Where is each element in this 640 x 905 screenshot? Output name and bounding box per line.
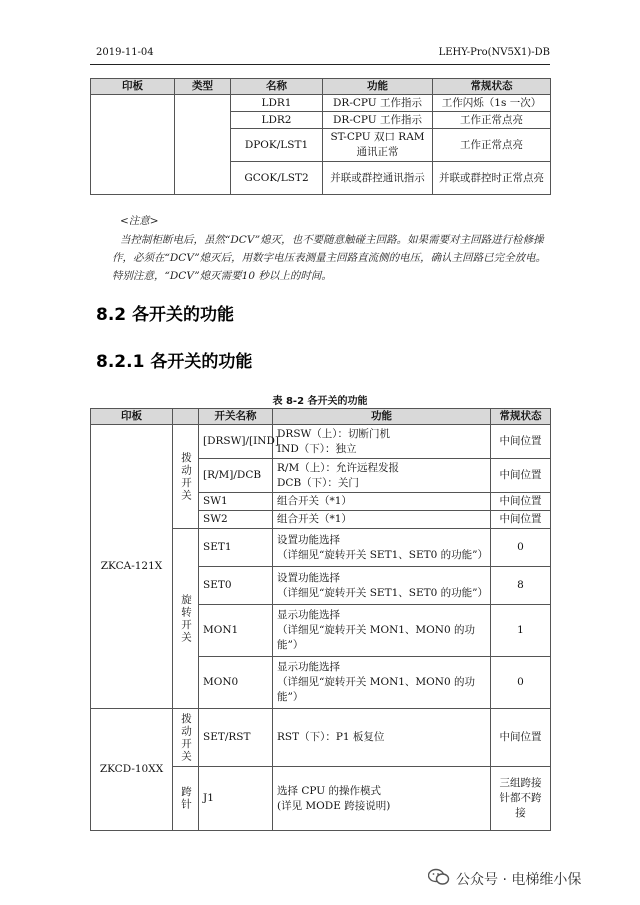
- name-cell: DPOK/LST1: [231, 129, 323, 162]
- function-cell: ST-CPU 双口 RAM 通讯正常: [323, 129, 433, 162]
- type-cell: 跨针: [173, 767, 199, 831]
- status-cell: 0: [491, 657, 551, 709]
- switch-name-cell: J1: [199, 767, 273, 831]
- col-switch-name: 开关名称: [199, 409, 273, 425]
- status-cell: 中间位置: [491, 425, 551, 459]
- function-cell: 设置功能选择 （详细见“旋转开关 SET1、SET0 的功能”）: [273, 567, 491, 605]
- name-cell: LDR1: [231, 95, 323, 112]
- status-cell: 工作闪烁（1s 一次）: [433, 95, 551, 112]
- status-cell: 并联或群控时正常点亮: [433, 162, 551, 195]
- function-cell: R/M（上）：允许远程发报 DCB（下）：关门: [273, 459, 491, 493]
- watermark: [428, 866, 628, 892]
- table-row: [91, 425, 551, 459]
- status-cell: 工作正常点亮: [433, 112, 551, 129]
- function-cell: 组合开关（*1）: [273, 511, 491, 529]
- switch-name-cell: SET0: [199, 567, 273, 605]
- function-cell: 选择 CPU 的操作模式 (详见 MODE 跨接说明): [273, 767, 491, 831]
- status-cell: 工作正常点亮: [433, 129, 551, 162]
- switch-table: [90, 408, 551, 831]
- board-cell: ZKCA-121X: [91, 425, 173, 709]
- function-cell: 显示功能选择 （详细见“旋转开关 MON1、MON0 的功能”）: [273, 605, 491, 657]
- watermark-text: 公众号 · 电梯维小保: [456, 872, 582, 888]
- col-function: 功能: [323, 79, 433, 95]
- col-board: 印板: [91, 409, 173, 425]
- function-cell: DR-CPU 工作指示: [323, 112, 433, 129]
- board-cell: ZKCD-10XX: [91, 709, 173, 831]
- switch-name-cell: SET/RST: [199, 709, 273, 767]
- function-cell: RST（下）：P1 板复位: [273, 709, 491, 767]
- indicator-table: [90, 78, 551, 195]
- function-cell: DR-CPU 工作指示: [323, 95, 433, 112]
- switch-name-cell: SW2: [199, 511, 273, 529]
- switch-name-cell: SET1: [199, 529, 273, 567]
- col-status: 常规状态: [491, 409, 551, 425]
- switch-name-cell: MON0: [199, 657, 273, 709]
- status-cell: 三组跨接针都不跨接: [491, 767, 551, 831]
- status-cell: 中间位置: [491, 709, 551, 767]
- name-cell: GCOK/LST2: [231, 162, 323, 195]
- note-body: 当控制柜断电后，虽然“DCV”熄灭，也不要随意触碰主回路。如果需要对主回路进行检修操作，必须在“DCV”熄灭后，用数字电压表测量主回路直流侧的电压，确认主回路已完全放电。特别注意，“DCV”熄灭需要10 秒以上的时间。: [112, 234, 547, 282]
- function-cell: 显示功能选择 （详细见“旋转开关 MON1、MON0 的功能”）: [273, 657, 491, 709]
- table-caption: 表 8-2 各开关的功能: [272, 396, 368, 407]
- table-header-row: [91, 79, 551, 95]
- wechat-icon: [428, 868, 450, 886]
- switch-name-cell: [R/M]/DCB: [199, 459, 273, 493]
- col-name: 名称: [231, 79, 323, 95]
- status-cell: 中间位置: [491, 459, 551, 493]
- type-cell: 旋转开关: [173, 529, 199, 709]
- subsection-heading: 8.2.1 各开关的功能: [96, 352, 253, 372]
- board-cell: [91, 95, 175, 195]
- type-cell: [175, 95, 231, 195]
- col-function: 功能: [273, 409, 491, 425]
- function-cell: 并联或群控通讯指示: [323, 162, 433, 195]
- function-cell: DRSW（上）：切断门机 IND（下）：独立: [273, 425, 491, 459]
- switch-name-cell: SW1: [199, 493, 273, 511]
- col-board: 印板: [91, 79, 175, 95]
- status-cell: 8: [491, 567, 551, 605]
- table-header-row: [91, 409, 551, 425]
- table-row: [91, 95, 551, 112]
- col-status: 常规状态: [433, 79, 551, 95]
- name-cell: LDR2: [231, 112, 323, 129]
- switch-name-cell: MON1: [199, 605, 273, 657]
- table-row: [91, 709, 551, 767]
- status-cell: 0: [491, 529, 551, 567]
- status-cell: 1: [491, 605, 551, 657]
- page-header: [90, 44, 550, 65]
- col-type: 类型: [175, 79, 231, 95]
- type-cell: 拨动开关: [173, 425, 199, 529]
- header-doc-id: LEHY-Pro(NV5X1)-DB: [438, 47, 550, 58]
- function-cell: 组合开关（*1）: [273, 493, 491, 511]
- section-heading: 8.2 各开关的功能: [96, 305, 235, 325]
- header-date: 2019-11-04: [96, 47, 154, 58]
- function-cell: 设置功能选择 （详细见“旋转开关 SET1、SET0 的功能”）: [273, 529, 491, 567]
- note-title: <注意>: [120, 215, 159, 227]
- col-type: [173, 409, 199, 425]
- type-cell: 拨动开关: [173, 709, 199, 767]
- status-cell: 中间位置: [491, 493, 551, 511]
- status-cell: 中间位置: [491, 511, 551, 529]
- switch-name-cell: [DRSW]/[IND]: [199, 425, 273, 459]
